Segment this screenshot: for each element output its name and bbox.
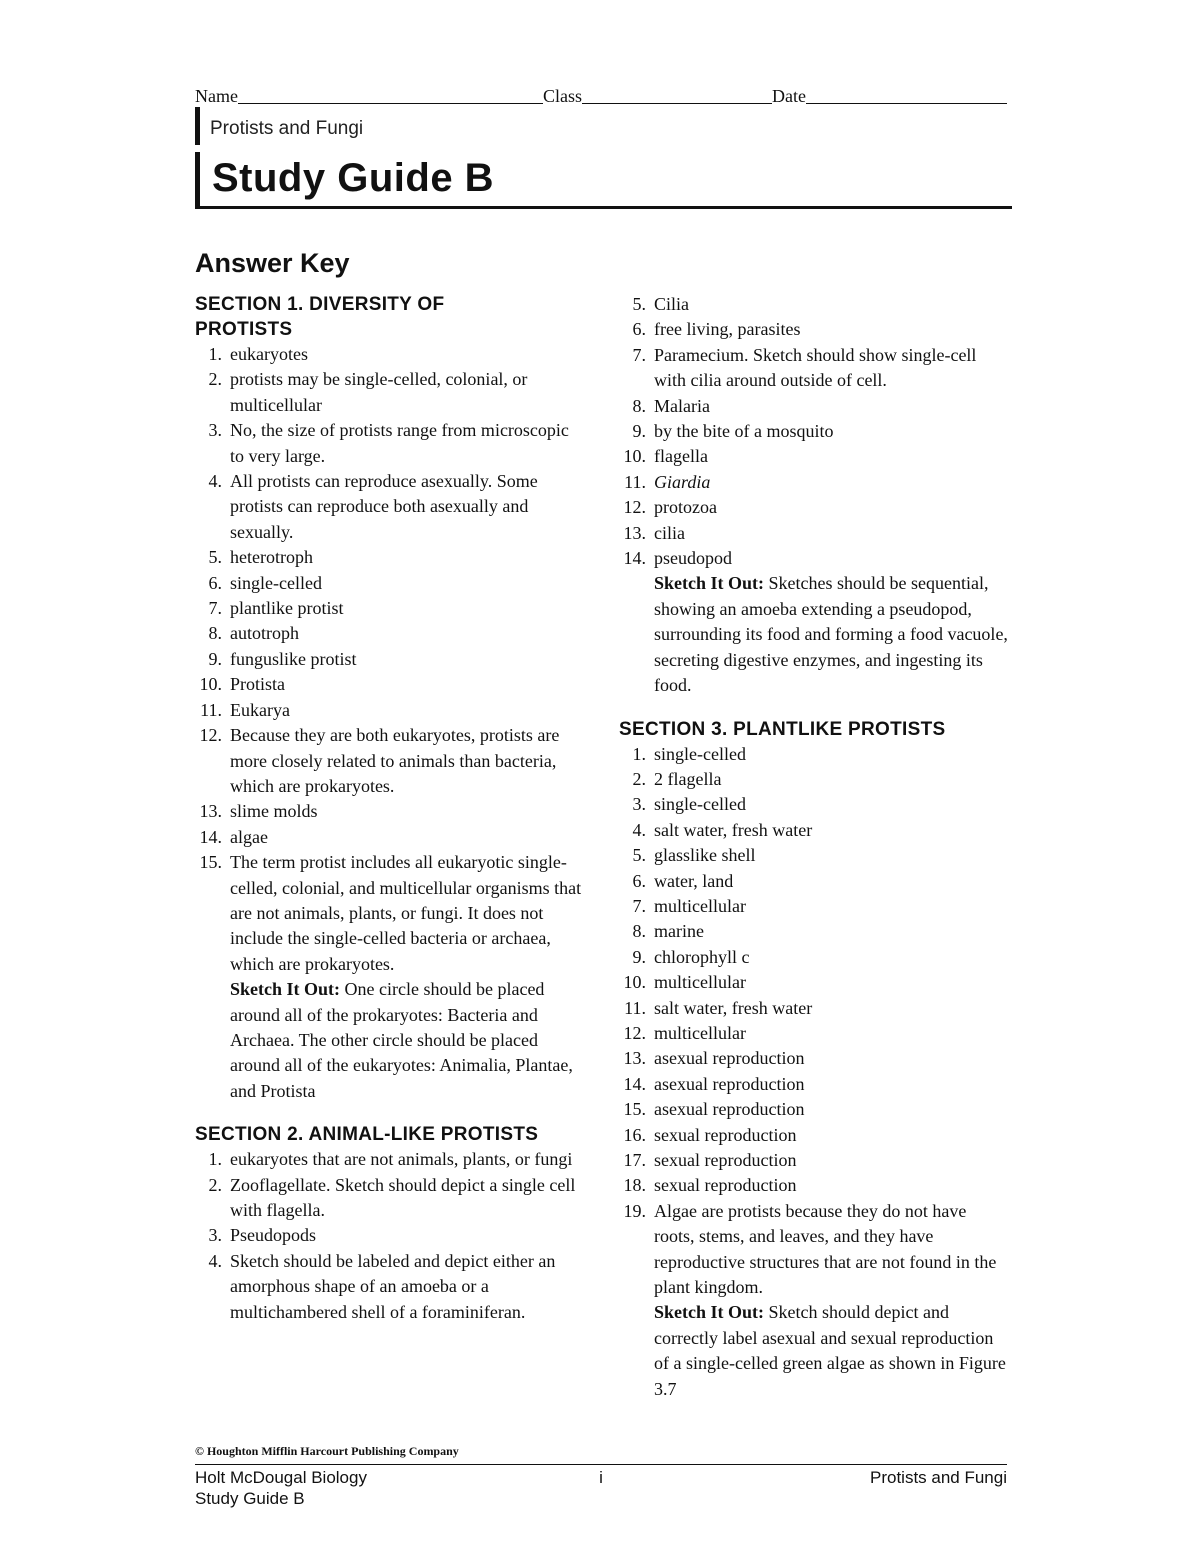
date-label: Date — [772, 86, 806, 106]
section-3-sketch: Sketch It Out: Sketch should depict and correctly label asexual and sexual reproduction of a single-celled green algae as shown in Figure 3.7 — [654, 1302, 1006, 1399]
section-2-heading: SECTION 2. ANIMAL-LIKE PROTISTS — [195, 1124, 539, 1146]
list-item — [195, 1249, 585, 1325]
item-text: protists may be single-celled, colonial, or multicellular — [230, 369, 528, 415]
item-text: sexual reproduction — [654, 1150, 797, 1170]
item-number: 10. — [199, 674, 222, 695]
item-number: 11. — [200, 699, 222, 720]
item-text: funguslike protist — [230, 648, 357, 669]
section-2-list-part-1 — [195, 1147, 585, 1325]
list-item — [195, 469, 585, 545]
item-text: salt water, fresh water — [654, 997, 813, 1018]
item-number: 19. — [623, 1200, 646, 1221]
answer-key-heading: Answer Key — [195, 248, 350, 278]
list-item — [619, 292, 1009, 317]
item-text: pseudopod — [654, 548, 732, 569]
section-3-list — [619, 742, 1009, 1301]
item-text: Algae are protists because they do not have roots, stems, and leaves, and they have reproductive structures that are not found in the plant kingdom. — [654, 1200, 997, 1298]
item-number: 6. — [208, 572, 222, 593]
item-number: 8. — [208, 623, 222, 644]
item-number: 5. — [632, 294, 646, 314]
item-text: marine — [654, 921, 704, 942]
list-item — [195, 825, 585, 850]
item-text: chlorophyll c — [654, 946, 750, 967]
list-item — [195, 621, 585, 646]
item-number: 9. — [632, 421, 646, 442]
item-text: cilia — [654, 522, 685, 543]
list-item — [619, 444, 1009, 469]
list-item — [195, 545, 585, 570]
list-item — [619, 1072, 1009, 1097]
list-item — [195, 698, 585, 723]
list-item — [195, 647, 585, 672]
item-number: 10. — [623, 972, 646, 993]
list-item — [619, 546, 1009, 571]
item-text: Malaria — [654, 395, 710, 416]
item-number: 3. — [632, 794, 646, 815]
list-item — [619, 394, 1009, 419]
section-3-heading: SECTION 3. PLANTLIKE PROTISTS — [619, 718, 946, 740]
item-number: 4. — [208, 1250, 222, 1271]
item-text: asexual reproduction — [654, 1073, 805, 1094]
item-text: asexual reproduction — [654, 1099, 805, 1120]
item-number: 15. — [623, 1099, 646, 1120]
name-label: Name — [195, 86, 238, 106]
item-number: 14. — [623, 1073, 646, 1094]
item-number: 15. — [199, 852, 222, 873]
item-text: single-celled — [230, 572, 322, 593]
page-number: i — [599, 1468, 603, 1487]
list-item — [619, 1123, 1009, 1148]
item-number: 9. — [208, 648, 222, 669]
student-info-row — [195, 82, 1007, 106]
item-number: 5. — [208, 547, 222, 568]
item-text: autotroph — [230, 623, 299, 644]
item-number: 6. — [632, 319, 646, 340]
item-text: water, land — [654, 870, 734, 891]
item-text: Because they are both eukaryotes, protists are more closely related to animals than bacteria, which are prokaryotes. — [230, 725, 560, 796]
item-number: 5. — [632, 845, 646, 866]
list-item — [619, 970, 1009, 995]
list-item — [619, 869, 1009, 894]
chapter-title: Protists and Fungi — [210, 118, 364, 139]
item-number: 7. — [632, 895, 646, 916]
item-text: eukaryotes that are not animals, plants, or fungi — [230, 1149, 573, 1170]
list-item — [195, 1223, 585, 1248]
list-item — [619, 843, 1009, 868]
list-item — [619, 1097, 1009, 1122]
item-number: 18. — [623, 1175, 646, 1196]
item-number: 2. — [208, 1174, 222, 1195]
item-text: All protists can reproduce asexually. Some protists can reproduce both asexually and sexually. — [230, 471, 538, 542]
list-item — [619, 1021, 1009, 1046]
item-text: single-celled — [654, 743, 746, 764]
item-text: Cilia — [654, 294, 689, 314]
section-1-list — [195, 342, 585, 977]
item-text: salt water, fresh water — [654, 819, 813, 840]
item-text: algae — [230, 826, 268, 847]
list-item — [619, 521, 1009, 546]
list-item — [619, 996, 1009, 1021]
footer-divider — [195, 1464, 1007, 1465]
item-text: Pseudopods — [230, 1225, 317, 1246]
item-text: heterotroph — [230, 547, 313, 568]
item-number: 13. — [199, 801, 222, 822]
list-item — [195, 571, 585, 596]
list-item — [619, 742, 1009, 767]
list-item — [619, 1199, 1009, 1301]
item-text: Protista — [230, 674, 286, 695]
item-text: glasslike shell — [654, 845, 756, 866]
item-text: sexual reproduction — [654, 1175, 797, 1196]
item-text: asexual reproduction — [654, 1048, 805, 1069]
list-item — [619, 470, 1009, 495]
item-number: 7. — [208, 598, 222, 619]
item-text: slime molds — [230, 801, 318, 822]
item-number: 12. — [623, 1022, 646, 1043]
item-text: sexual reproduction — [654, 1124, 797, 1145]
list-item — [619, 419, 1009, 444]
item-text: Zooflagellate. Sketch should depict a single cell with flagella. — [230, 1174, 576, 1220]
class-label: Class — [542, 86, 582, 106]
item-number: 11. — [624, 997, 646, 1018]
list-item — [195, 850, 585, 977]
footer-left: Holt McDougal Biology Study Guide B — [195, 1468, 367, 1508]
item-number: 12. — [199, 725, 222, 746]
left-column — [195, 292, 585, 1325]
item-number: 4. — [632, 819, 646, 840]
item-number: 14. — [199, 826, 222, 847]
item-number: 7. — [632, 344, 646, 365]
list-item — [195, 1173, 585, 1224]
item-number: 1. — [208, 344, 222, 364]
list-item — [619, 1046, 1009, 1071]
list-item — [619, 767, 1009, 792]
item-number: 6. — [632, 870, 646, 891]
section-2-sketch: Sketch It Out: Sketches should be sequential, showing an amoeba extending a pseudopod, surrounding its food and forming a food vacuole, secreting digestive enzymes, and ingesting its food. — [654, 573, 1008, 696]
chapter-heading — [195, 107, 363, 145]
item-number: 14. — [623, 548, 646, 569]
item-text: multicellular — [654, 895, 746, 916]
section-1-sketch: Sketch It Out: One circle should be placed around all of the prokaryotes: Bacteria and Archaea. The other circle should be placed around all of the eukaryotes: Animalia, Plantae, and Protista — [230, 979, 573, 1101]
item-text: multicellular — [654, 972, 746, 993]
item-text: No, the size of protists range from microscopic to very large. — [230, 420, 569, 466]
title-banner — [195, 152, 1012, 209]
list-item — [195, 799, 585, 824]
section-2-list-part-2 — [619, 292, 1009, 571]
list-item — [619, 945, 1009, 970]
list-item — [195, 1147, 585, 1172]
list-item — [619, 818, 1009, 843]
list-item — [619, 1148, 1009, 1173]
item-number: 16. — [623, 1124, 646, 1145]
item-text: multicellular — [654, 1022, 746, 1043]
list-item — [195, 418, 585, 469]
item-number: 12. — [623, 497, 646, 518]
item-text: Paramecium. Sketch should show single-cell with cilia around outside of cell. — [654, 344, 977, 391]
item-number: 8. — [632, 921, 646, 942]
list-item — [619, 317, 1009, 342]
item-number: 9. — [632, 946, 646, 967]
item-number: 17. — [623, 1150, 646, 1170]
item-number: 1. — [208, 1149, 222, 1170]
list-item — [619, 792, 1009, 817]
item-text: Sketch should be labeled and depict either an amorphous shape of an amoeba or a multichambered shell of a foraminiferan. — [230, 1250, 556, 1322]
list-item — [619, 894, 1009, 919]
item-text: The term protist includes all eukaryotic single-celled, colonial, and multicellular organisms that are not animals, plants, or fungi. It does not include the single-celled bacteria or archaea, which are prokaryotes. — [230, 852, 582, 974]
list-item — [619, 919, 1009, 944]
item-text: single-celled — [654, 794, 746, 815]
item-number: 3. — [208, 420, 222, 441]
item-text: 2 flagella — [654, 768, 722, 789]
list-item — [195, 596, 585, 621]
page-title: Study Guide B — [212, 156, 495, 200]
item-number: 8. — [632, 395, 646, 416]
item-number: 10. — [623, 446, 646, 467]
list-item — [195, 723, 585, 799]
item-text: flagella — [654, 446, 708, 467]
item-number: 4. — [208, 471, 222, 492]
item-text: Eukarya — [230, 699, 290, 720]
list-item — [619, 1173, 1009, 1198]
item-text: eukaryotes — [230, 344, 308, 364]
item-number: 13. — [623, 522, 646, 543]
item-number: 11. — [624, 471, 646, 492]
right-column — [619, 292, 1009, 1402]
item-text: protozoa — [654, 497, 717, 518]
class-blank[interactable] — [582, 85, 772, 104]
item-number: 2. — [632, 768, 646, 789]
section-1-heading: SECTION 1. DIVERSITY OF PROTISTS — [195, 294, 445, 340]
date-blank[interactable] — [806, 85, 1007, 104]
item-number: 13. — [623, 1048, 646, 1069]
item-text: free living, parasites — [654, 319, 801, 340]
item-text: plantlike protist — [230, 598, 344, 619]
item-number: 2. — [208, 369, 222, 390]
list-item — [195, 672, 585, 697]
item-text: by the bite of a mosquito — [654, 421, 834, 442]
copyright-notice: © Houghton Mifflin Harcourt Publishing Company — [195, 1444, 459, 1458]
list-item — [195, 342, 585, 367]
footer-right: Protists and Fungi — [869, 1468, 1007, 1487]
list-item — [195, 367, 585, 418]
item-text: Giardia — [654, 471, 711, 492]
list-item — [619, 495, 1009, 520]
item-number: 1. — [632, 743, 646, 764]
item-number: 3. — [208, 1225, 222, 1246]
list-item — [619, 343, 1009, 394]
name-blank[interactable] — [238, 85, 543, 104]
